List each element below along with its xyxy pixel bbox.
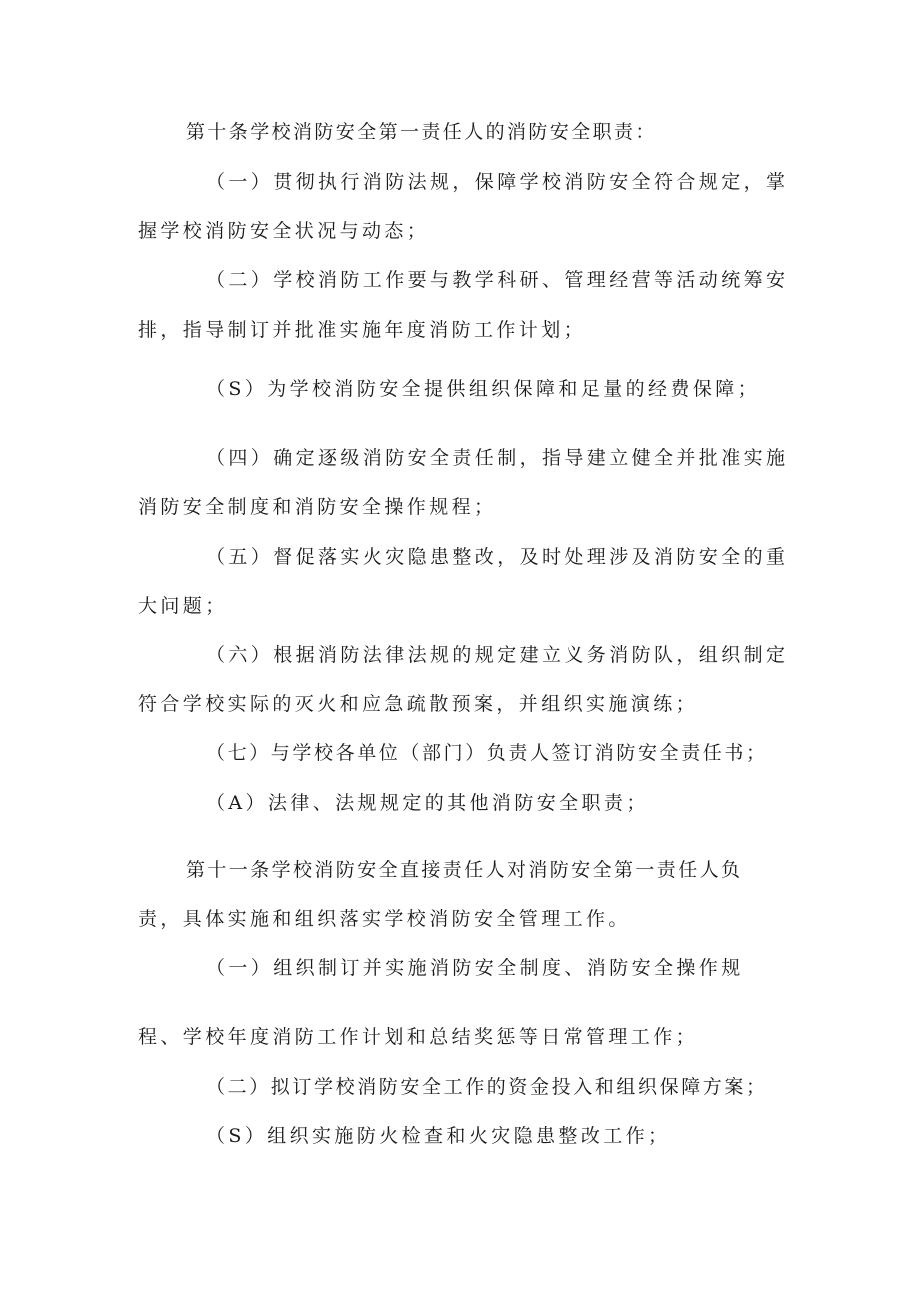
- a11-clause-3-line-1: （S）组织实施防火检查和火灾隐患整改工作；: [206, 1125, 671, 1147]
- a11-clause-1-line-1: （一）组织制订并实施消防安全制度、消防安全操作规: [206, 957, 744, 979]
- clause-6-line-1: （六）根据消防法律法规的规定建立义务消防队，组织制定: [206, 644, 789, 666]
- article-10-heading: 第十条学校消防安全第一责任人的消防安全职责：: [186, 121, 657, 143]
- article-11-line-2: 责，具体实施和组织落实学校消防安全管理工作。: [138, 908, 631, 930]
- clause-7-line-1: （七）与学校各单位（部门）负责人签订消防安全责任书；: [206, 742, 768, 764]
- clause-2-line-2: 排，指导制订并批准实施年度消防工作计划；: [138, 319, 587, 341]
- clause-6-line-2: 符合学校实际的灭火和应急疏散预案，并组织实施演练；: [138, 693, 699, 715]
- clause-5-line-1: （五）督促落实火灾隐患整改，及时处理涉及消防安全的重: [206, 546, 789, 568]
- clause-8-line-1: （A）法律、法规规定的其他消防安全职责；: [206, 792, 649, 814]
- clause-4-line-1: （四）确定逐级消防安全责任制，指导建立健全并批准实施: [206, 447, 789, 469]
- clause-2-line-1: （二）学校消防工作要与教学科研、管理经营等活动统筹安: [206, 269, 789, 291]
- article-11-heading: 第十一条学校消防安全直接责任人对消防安全第一责任人负: [186, 859, 743, 881]
- clause-5-line-2: 大问题；: [138, 595, 228, 617]
- clause-3-line-1: （S）为学校消防安全提供组织保障和足量的经费保障；: [206, 378, 761, 400]
- clause-4-line-2: 消防安全制度和消防安全操作规程；: [138, 496, 497, 518]
- clause-1-line-2: 握学校消防安全状况与动态；: [138, 220, 430, 242]
- clause-1-line-1: （一）贯彻执行消防法规，保障学校消防安全符合规定，掌: [206, 171, 789, 193]
- a11-clause-1-line-2: 程、学校年度消防工作计划和总结奖惩等日常管理工作；: [138, 1026, 699, 1048]
- a11-clause-2-line-1: （二）拟订学校消防安全工作的资金投入和组织保障方案；: [206, 1076, 768, 1098]
